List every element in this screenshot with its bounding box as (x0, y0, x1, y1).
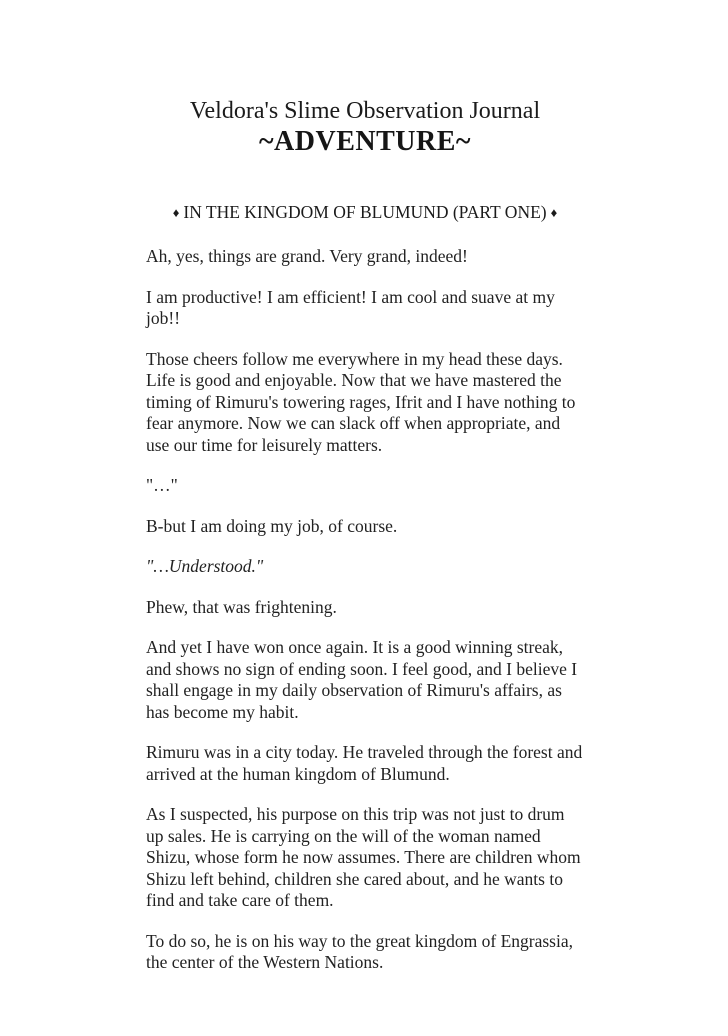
paragraph: And yet I have won once again. It is a good winning streak, and shows no sign of ending soon. I feel good, and I believe I shall engage in my daily observation of Rimuru's affairs, as has become my habit. (146, 637, 578, 722)
chapter-subtitle: ~ADVENTURE~ (259, 126, 471, 157)
body-text (146, 246, 584, 974)
paragraph-quote: "…" (146, 475, 178, 495)
section-heading (146, 202, 584, 224)
paragraph: Those cheers follow me everywhere in my head these days. Life is good and enjoyable. Now that we have mastered the timing of Rimuru's towering rages, Ifrit and I have nothing to fear anymore. Now we can slack off when appropriate, and use our time for leisurely matters. (146, 348, 576, 455)
paragraph-quote-italic: "…Understood." (146, 556, 264, 576)
paragraph: Ah, yes, things are grand. Very grand, indeed! (146, 246, 468, 266)
section-heading-text: IN THE KINGDOM OF BLUMUND (PART ONE) (183, 202, 547, 222)
chapter-title: Veldora's Slime Observation Journal (189, 98, 541, 124)
paragraph: Phew, that was frightening. (146, 596, 337, 617)
diamond-icon: ♦ (550, 205, 558, 220)
page-content (146, 0, 584, 993)
paragraph: As I suspected, his purpose on this trip was not just to drum up sales. He is carrying on the will of the woman named Shizu, whose form he now assumes. There are children whom Shizu left behind, children she cared about, and he wants to find and take care of them. (146, 804, 581, 910)
paragraph: B-but I am doing my job, of course. (146, 515, 398, 536)
paragraph: I am productive! I am efficient! I am cool and suave at my job!! (146, 286, 555, 328)
paragraph: Rimuru was in a city today. He traveled through the forest and arrived at the human kingdom of Blumund. (146, 742, 583, 784)
chapter-title-block (146, 96, 584, 158)
diamond-icon: ♦ (172, 205, 180, 220)
paragraph: To do so, he is on his way to the great kingdom of Engrassia, the center of the Western Nations. (146, 930, 573, 972)
